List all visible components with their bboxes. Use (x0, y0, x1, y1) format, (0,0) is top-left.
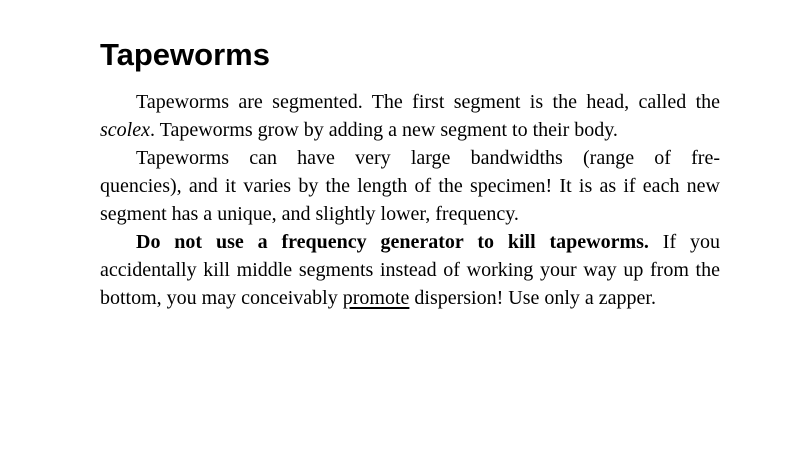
section-heading: Tapeworms (100, 37, 270, 72)
paragraph-3 (100, 228, 720, 312)
paragraph-1-text-a: Tapeworms are segmented. The first segment is the head, called the (136, 91, 720, 113)
paragraph-2 (100, 144, 720, 228)
paragraph-2-text-a: Tapeworms can have very large bandwidths (range of fre- (136, 147, 720, 169)
paragraph-2-text-b: quencies), and it varies by the length of the specimen! It is as if each new segment has a unique, and slightly lower, frequency. (100, 175, 720, 225)
paragraph-1-text-b: . Tapeworms grow by adding a new segment to their body. (149, 119, 618, 141)
paragraph-1 (100, 88, 720, 144)
warning-bold-text: Do not use a frequency generator to kill tapeworms. (136, 231, 649, 253)
document-page (100, 34, 720, 312)
promote-underlined-word: promote (342, 287, 410, 309)
scolex-term: scolex (100, 119, 150, 141)
paragraph-3-text-a: If you accidentally kill middle segments instead of working your way up from the bottom, you may conceivably (100, 231, 720, 309)
paragraph-3-text-b: dispersion! Use only a zapper. (409, 287, 656, 309)
